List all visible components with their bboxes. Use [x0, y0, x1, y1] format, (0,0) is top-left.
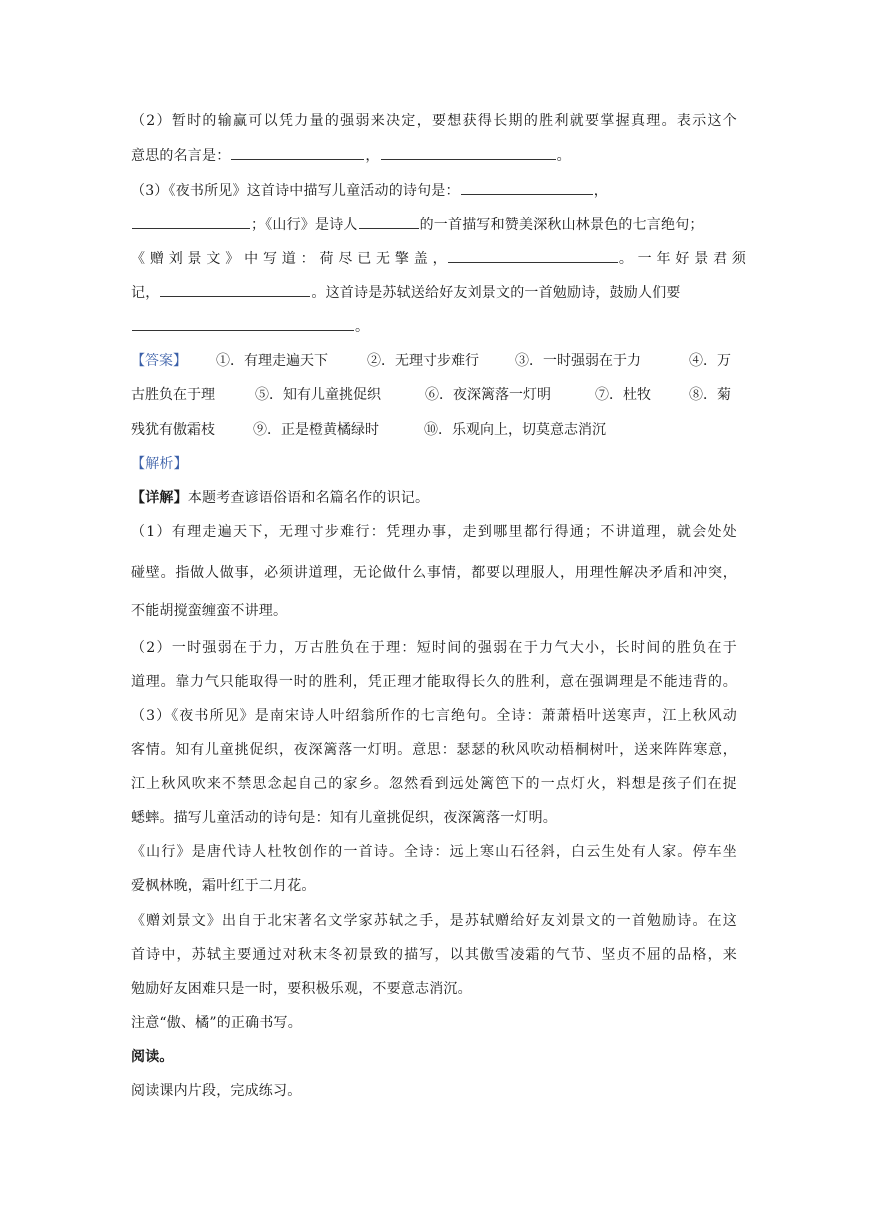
answer-item: ⑩．乐观向上，切莫意志消沉 — [424, 422, 606, 438]
answer-item: ④．万 — [689, 353, 731, 369]
answer-blank-7[interactable] — [160, 282, 310, 297]
q3-line3-b: 。 一 年 好 景 君 须 — [618, 251, 747, 267]
comma: ， — [593, 183, 608, 199]
answer-item: ⑧．菊 — [689, 387, 731, 403]
analysis-line: 客情。知有儿童挑促织，夜深篱落一灯明。意思：瑟瑟的秋风吹动梧桐树叶，送来阵阵寒意， — [131, 742, 737, 758]
q3-line-5 — [131, 316, 737, 336]
q3-line-2 — [131, 214, 737, 234]
period: 。 — [556, 148, 571, 164]
q3-prefix: （3）《夜书所见》这首诗中描写儿童活动的诗句是： — [131, 183, 460, 199]
detail-tag: 【详解】 — [131, 490, 188, 506]
q3-line-4 — [131, 282, 737, 302]
q2-line-2 — [131, 145, 737, 165]
answer-item: ⑦．杜牧 — [595, 387, 651, 403]
reading-title: 阅读。 — [131, 1049, 174, 1065]
answer-item: 残犹有傲霜枝 — [131, 422, 215, 438]
answer-item: ⑤．知有儿童挑促织 — [255, 387, 381, 403]
answer-blank-2[interactable] — [381, 145, 556, 160]
analysis-line: 首诗中，苏轼主要通过对秋末冬初景致的描写，以其傲雪凌霜的气节、坚贞不屈的品格，来 — [131, 947, 737, 963]
answer-blank-4[interactable] — [132, 214, 250, 229]
analysis-line: 碰壁。指做人做事，必须讲道理，无论做什么事情，都要以理服人，用理性解决矛盾和冲突， — [131, 565, 737, 581]
reading-instruction: 阅读课内片段，完成练习。 — [131, 1083, 302, 1099]
q3-line4-a: 记， — [131, 285, 160, 301]
analysis-line: 《赠刘景文》出自于北宋著名文学家苏轼之手，是苏轼赠给好友刘景文的一首勉励诗。在这 — [131, 913, 737, 929]
analysis-line: （1）有理走遍天下，无理寸步难行：凭理办事，走到哪里都行得通；不讲道理，就会处处 — [131, 524, 737, 540]
answer-item: ①．有理走遍天下 — [216, 353, 328, 369]
q3-line-3 — [131, 248, 747, 268]
answer-item: 古胜负在于理 — [131, 387, 215, 403]
analysis-line: 勉励好友困难只是一时，要积极乐观，不要意志消沉。 — [131, 981, 472, 997]
answer-blank-5[interactable] — [359, 214, 419, 229]
answer-blank-6[interactable] — [448, 248, 618, 263]
analysis-line: 爱枫林晚，霜叶红于二月花。 — [131, 878, 316, 894]
answer-item: ③．一时强弱在于力 — [515, 353, 641, 369]
analysis-line: 道理。靠力气只能取得一时的胜利，凭正理才能取得长久的胜利，意在强调理是不能违背的。 — [131, 674, 737, 690]
comma: ， — [365, 148, 380, 164]
answer-row-2 — [131, 385, 737, 405]
analysis-line: 注意“傲、橘”的正确书写。 — [131, 1015, 302, 1031]
answer-item: ⑥．夜深篱落一灯明 — [425, 387, 551, 403]
analysis-line: （2）一时强弱在于力，万古胜负在于理：短时间的强弱在于力气大小，长时间的胜负在于 — [131, 640, 737, 656]
q3-end: 的一首描写和赞美深秋山林景色的七言绝句； — [419, 217, 704, 233]
analysis-line: 不能胡搅蛮缠蛮不讲理。 — [131, 603, 288, 619]
period: 。 — [355, 319, 370, 335]
answer-item: ②．无理寸步难行 — [367, 353, 479, 369]
analysis-tag: 【解析】 — [131, 456, 188, 472]
q3-line3-a: 《 赠 刘 景 文 》 中 写 道 ： 荷 尽 已 无 擎 盖 ， — [131, 251, 447, 267]
analysis-line: 蟋蟀。描写儿童活动的诗句是：知有儿童挑促织，夜深篱落一灯明。 — [131, 810, 557, 826]
q3-line-1 — [131, 180, 737, 200]
q2-line-1: （2）暂时的输赢可以凭力量的强弱来决定，要想获得长期的胜利就要掌握真理。表示这个 — [131, 113, 737, 129]
answer-item: ⑨．正是橙黄橘绿时 — [253, 422, 379, 438]
analysis-line: 《山行》是唐代诗人杜牧创作的一首诗。全诗：远上寒山石径斜，白云生处有人家。停车坐 — [131, 844, 737, 860]
q2-prefix: 意思的名言是： — [131, 148, 231, 164]
q3-mid: ；《山行》是诗人 — [251, 217, 358, 233]
analysis-line: （3）《夜书所见》是南宋诗人叶绍翁所作的七言绝句。全诗：萧萧梧叶送寒声，江上秋风动 — [131, 708, 737, 724]
answer-tag: 【答案】 — [131, 353, 187, 369]
q3-line4-b: 。这首诗是苏轼送给好友刘景文的一首勉励诗，鼓励人们要 — [311, 285, 681, 301]
answer-row-1 — [131, 351, 737, 371]
detail-intro: 本题考查谚语俗语和名篇名作的识记。 — [187, 490, 430, 506]
analysis-line: 江上秋风吹来不禁思念起自己的家乡。忽然看到远处篱笆下的一点灯火，料想是孩子们在捉 — [131, 776, 737, 792]
answer-blank-3[interactable] — [461, 180, 593, 195]
answer-row-3 — [131, 420, 737, 440]
detail-intro-line — [131, 488, 737, 508]
answer-blank-1[interactable] — [231, 145, 364, 160]
answer-blank-8[interactable] — [132, 316, 354, 331]
